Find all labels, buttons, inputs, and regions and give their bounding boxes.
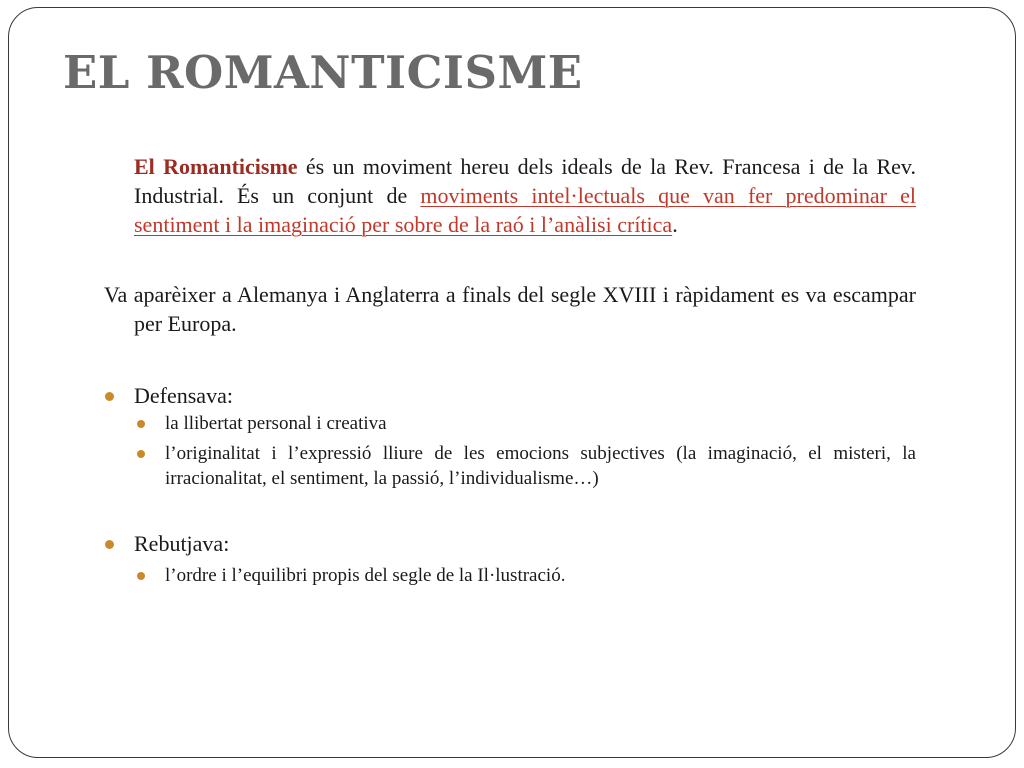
section-heading: Rebutjava: (134, 531, 230, 556)
bullet-icon (137, 420, 145, 428)
intro-keyword: El Romanticisme (134, 154, 298, 179)
section-heading: Defensava: (134, 383, 233, 408)
section-rebutjava (104, 529, 229, 558)
list-item (137, 563, 916, 588)
list-item-text: l’ordre i l’equilibri propis del segle de la Il·lustració. (165, 565, 566, 586)
bullet-icon (105, 540, 114, 549)
list-item (137, 441, 916, 491)
bullet-icon (105, 392, 114, 401)
list-item-text: la llibertat personal i creativa (165, 413, 387, 434)
intro-paragraph (134, 152, 916, 239)
section-defensava (104, 381, 233, 410)
list-item (137, 411, 916, 436)
origin-paragraph: Va aparèixer a Alemanya i Anglaterra a finals del segle XVIII i ràpidament es va escampar per Europa. (104, 282, 916, 336)
list-item-text: l’originalitat i l’expressió lliure de les emocions subjectives (la imaginació, el misteri, la irracionalitat, el sentiment, la passió, l’individualisme…) (165, 443, 916, 489)
bullet-icon (137, 450, 145, 458)
bullet-icon (137, 572, 145, 580)
slide-title: EL ROMANTICISME (63, 46, 583, 99)
intro-text: és un moviment hereu dels ideals de la Rev. Francesa i de la Rev. Industrial. És un conjunt de (134, 154, 917, 208)
intro-text-end: . (672, 212, 678, 237)
intro-highlighted-concept: moviments intel·lectuals que van fer predominar el sentiment i la imaginació per sobre de la raó i l’anàlisi crítica (134, 183, 916, 237)
